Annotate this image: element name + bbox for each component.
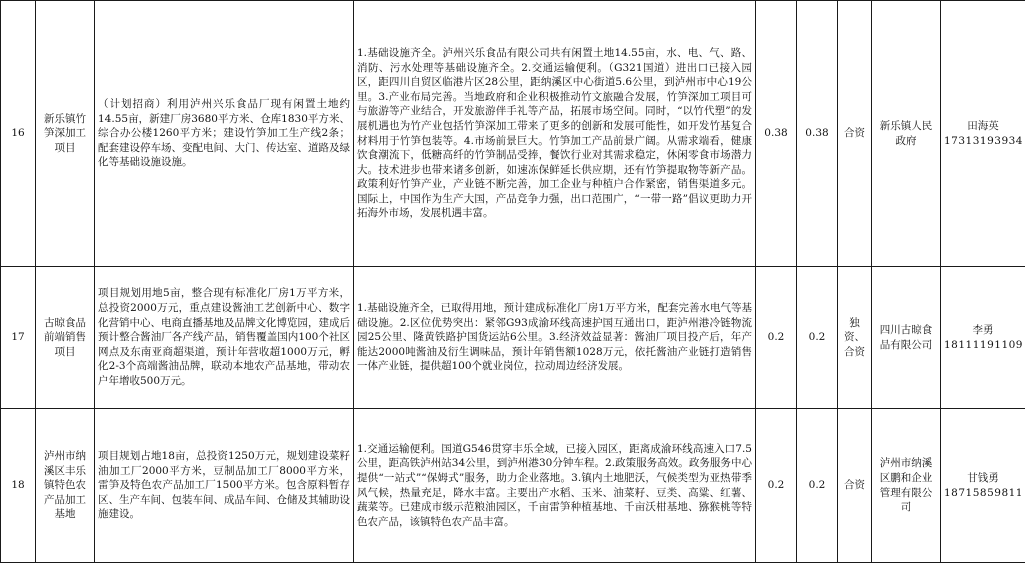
investment-value-2: 0.2 <box>797 267 838 409</box>
project-content: 项目规划用地5亩，整合现有标准化厂房1万平方米，总投资2000万元，重点建设酱油工艺创新中心、数字化营销中心、电商直播基地及品牌文化博览园，建成后预计整合酱油厂各产线产品，销售覆盖国内100个社区网点及东南亚商超渠道，预计年营收超1000万元，孵化2-3个高端酱油品牌，联动本地农产品基地，带动农户年增收500万元。 <box>95 267 354 409</box>
row-number: 17 <box>1 267 36 409</box>
owner-unit: 四川古晾食品有限公司 <box>872 267 941 409</box>
project-name: 泸州市纳溪区丰乐镇特色农产品加工基地 <box>36 409 95 563</box>
project-name: 古晾食品前端销售项目 <box>36 267 95 409</box>
project-conditions: 1.交通运输便利。国道G546贯穿丰乐全域，已接入园区，距离成渝环线高速入口7.5公里，距高铁泸州站34公里，到泸州港30分钟车程。2.政策服务高效。政务服务中心提供“一站式”“保姆式”服务，助力企业落地。3.镇内土地肥沃，气候类型为亚热带季风气候，热量充足，降水丰富。主要出产水稻、玉米、油菜籽、豆类、高粱、红薯、蔬菜等。已建成市级示范粮油园区，千亩雷笋种植基地、千亩沃柑基地、猕猴桃等特色农产品，该镇特色农产品丰富。 <box>354 409 756 563</box>
owner-unit: 泸州市纳溪区鹏和企业管理有限公司 <box>872 409 941 563</box>
contact-phone: 18111191109 <box>944 338 1023 351</box>
contact-cell <box>941 1 1025 267</box>
cooperation-mode: 合资 <box>838 1 872 267</box>
table-row <box>1 409 1025 563</box>
project-content: 项目规划占地18亩，总投资1250万元，规划建设菜籽油加工厂2000平方米，豆制品加工厂8000平方米，雷笋及特色农产品加工厂1500平方米。包含原料暂存区、生产车间、包装车间、成品车间、仓储及其辅助设施建设。 <box>95 409 354 563</box>
investment-value-1: 0.38 <box>756 1 797 267</box>
table-row <box>1 1 1025 267</box>
contact-phone: 17313193934 <box>944 134 1023 147</box>
investment-value-2: 0.2 <box>797 409 838 563</box>
project-conditions: 1.基础设施齐全，已取得用地，预计建成标准化厂房1万平方米，配套完善水电气等基础设施。2.区位优势突出：紧邻G93成渝环线高速护国互通出口，距泸州港冷链物流园25公里、隆黄铁路护国货运站6公里。3.经济效益显著：酱油厂项目投产后，年产能达2000吨酱油及衍生调味品，预计年销售额1028万元，依托酱油产业链打造销售一体产业链，提供超100个就业岗位，拉动周边经济发展。 <box>354 267 756 409</box>
investment-value-2: 0.38 <box>797 1 838 267</box>
contact-name: 田海英 <box>967 119 999 132</box>
investment-value-1: 0.2 <box>756 267 797 409</box>
contact-name: 甘钱勇 <box>967 471 999 484</box>
investment-value-1: 0.2 <box>756 409 797 563</box>
contact-phone: 18715859811 <box>944 486 1023 499</box>
row-number: 16 <box>1 1 36 267</box>
table-row <box>1 267 1025 409</box>
cooperation-mode: 独资、合资 <box>838 267 872 409</box>
project-content: （计划招商）利用泸州兴乐食品厂现有闲置土地约14.55亩，新建厂房3680平方米、仓库1830平方米、综合办公楼1260平方米；建设竹笋加工生产线2条；配套建设停车场、变配电间、大门、传达室、道路及绿化等基础设施设施。 <box>95 1 354 267</box>
contact-name: 李勇 <box>972 323 994 336</box>
row-number: 18 <box>1 409 36 563</box>
contact-cell <box>941 409 1025 563</box>
contact-cell <box>941 267 1025 409</box>
project-name: 新乐镇竹笋深加工项目 <box>36 1 95 267</box>
owner-unit: 新乐镇人民政府 <box>872 1 941 267</box>
project-conditions: 1.基础设施齐全。泸州兴乐食品有限公司共有闲置土地14.55亩，水、电、气、路、消防、污水处理等基础设施齐全。2.交通运输便利。（G321国道）进出口已接入园区，距四川自贸区临港片区28公里，距纳溪区中心街道5.6公里，到泸州市中心19公里。3.产业布局完善。当地政府和企业积极推动竹文旅融合发展，竹笋深加工项目可与旅游等产业结合，开发旅游伴手礼等产品，拓展市场空间。同时，“以竹代塑”的发展机遇也为竹产业包括竹笋深加工带来了更多的创新和发展可能性，如开发竹基复合材料用于竹笋包装等。4.市场前景巨大。竹笋加工产品前景广阔。从需求端看，健康饮食潮流下，低糖高纤的竹笋制品受捧，餐饮行业对其需求稳定，休闲零食市场潜力大。技术进步也带来诸多创新，如速冻保鲜延长供应期，还有竹笋提取物等新产品。政策利好竹笋产业，产业链不断完善，加工企业与种植户合作紧密，销售渠道多元。国际上，中国作为生产大国，产品竞争力强，出口范围广，“一带一路”倡议更助力开拓海外市场，发展机遇丰富。 <box>354 1 756 267</box>
cooperation-mode: 合资 <box>838 409 872 563</box>
